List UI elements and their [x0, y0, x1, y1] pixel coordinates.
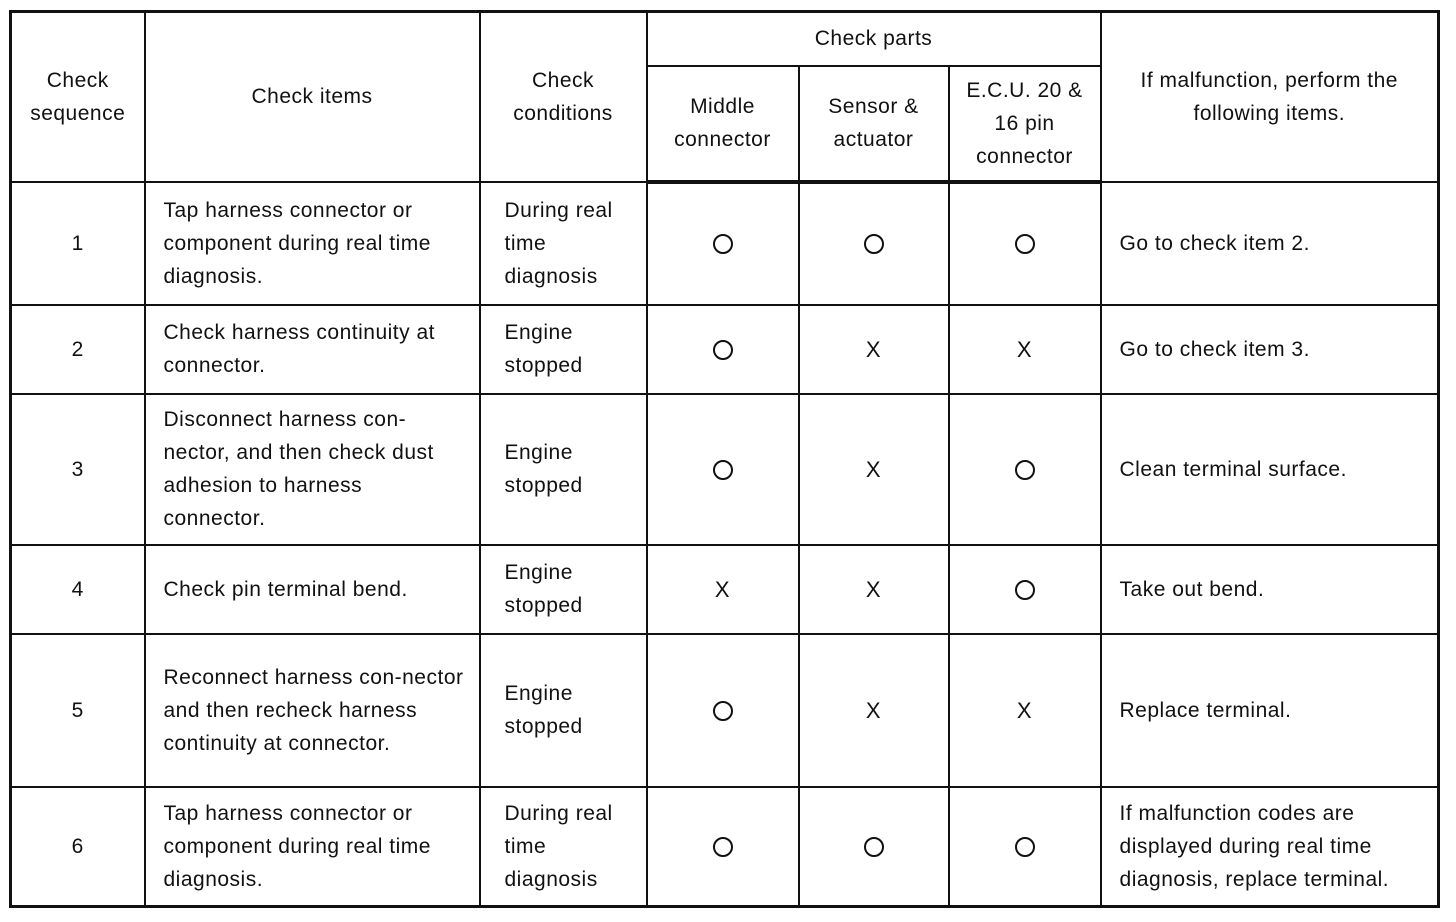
- x-mark: X: [865, 697, 882, 723]
- row-sensor-mark: [799, 787, 949, 907]
- x-mark: X: [1016, 697, 1033, 723]
- table-row: [11, 545, 1439, 634]
- circle-mark: [1015, 837, 1035, 857]
- circle-mark: [713, 340, 733, 360]
- circle-mark: [713, 234, 733, 254]
- row-check-item: Reconnect harness con-nector and then recheck harness continuity at connector.: [145, 634, 480, 787]
- row-ecu-mark: [949, 394, 1101, 545]
- row-sequence: 5: [11, 634, 145, 787]
- row-sequence: 6: [11, 787, 145, 907]
- row-sequence: 1: [11, 182, 145, 305]
- row-condition: Engine stopped: [480, 394, 647, 545]
- row-action: Go to check item 3.: [1101, 305, 1439, 394]
- circle-mark: [713, 460, 733, 480]
- row-sensor-mark: [799, 634, 949, 787]
- row-condition: Engine stopped: [480, 305, 647, 394]
- row-check-item: Tap harness connector or component during real time diagnosis.: [145, 182, 480, 305]
- row-condition: During real time diagnosis: [480, 182, 647, 305]
- row-ecu-mark: [949, 634, 1101, 787]
- x-mark: X: [1016, 336, 1033, 362]
- circle-mark: [1015, 234, 1035, 254]
- row-condition: During real time diagnosis: [480, 787, 647, 907]
- row-condition: Engine stopped: [480, 634, 647, 787]
- row-sensor-mark: [799, 182, 949, 305]
- row-sensor-mark: [799, 305, 949, 394]
- circle-mark: [864, 837, 884, 857]
- header-sensor-actuator: Sensor & actuator: [799, 66, 949, 182]
- row-sensor-mark: [799, 545, 949, 634]
- row-sensor-mark: [799, 394, 949, 545]
- row-middle-mark: [647, 634, 799, 787]
- row-action: Replace terminal.: [1101, 634, 1439, 787]
- circle-mark: [713, 837, 733, 857]
- check-table: [9, 10, 1440, 908]
- header-check-items: Check items: [145, 12, 480, 182]
- circle-mark: [1015, 580, 1035, 600]
- table-row: [11, 182, 1439, 305]
- circle-mark: [713, 701, 733, 721]
- row-sequence: 4: [11, 545, 145, 634]
- row-ecu-mark: [949, 545, 1101, 634]
- header-check-sequence: Check sequence: [11, 12, 145, 182]
- row-action: Clean terminal surface.: [1101, 394, 1439, 545]
- header-if-malfunction: If malfunction, perform the following items.: [1101, 12, 1439, 182]
- row-middle-mark: [647, 305, 799, 394]
- table-header: [11, 12, 1439, 182]
- circle-mark: [1015, 460, 1035, 480]
- row-sequence: 3: [11, 394, 145, 545]
- row-ecu-mark: [949, 787, 1101, 907]
- row-middle-mark: [647, 182, 799, 305]
- table-row: [11, 787, 1439, 907]
- row-check-item: Disconnect harness con-nector, and then check dust adhesion to harness connector.: [145, 394, 480, 545]
- table-body: [11, 182, 1439, 907]
- row-ecu-mark: [949, 182, 1101, 305]
- row-middle-mark: [647, 394, 799, 545]
- row-sequence: 2: [11, 305, 145, 394]
- row-check-item: Check pin terminal bend.: [145, 545, 480, 634]
- row-check-item: Tap harness connector or component during real time diagnosis.: [145, 787, 480, 907]
- x-mark: X: [865, 456, 882, 482]
- row-middle-mark: [647, 787, 799, 907]
- row-ecu-mark: [949, 305, 1101, 394]
- row-middle-mark: [647, 545, 799, 634]
- x-mark: X: [865, 336, 882, 362]
- header-ecu-connector: E.C.U. 20 & 16 pin connector: [949, 66, 1101, 182]
- header-middle-connector: Middle connector: [647, 66, 799, 182]
- header-check-parts: Check parts: [647, 12, 1101, 66]
- row-check-item: Check harness continuity at connector.: [145, 305, 480, 394]
- circle-mark: [864, 234, 884, 254]
- x-mark: X: [714, 576, 731, 602]
- x-mark: X: [865, 576, 882, 602]
- table-row: [11, 305, 1439, 394]
- row-condition: Engine stopped: [480, 545, 647, 634]
- header-check-conditions: Check conditions: [480, 12, 647, 182]
- row-action: Go to check item 2.: [1101, 182, 1439, 305]
- row-action: Take out bend.: [1101, 545, 1439, 634]
- table-row: [11, 394, 1439, 545]
- row-action: If malfunction codes are displayed during real time diagnosis, replace terminal.: [1101, 787, 1439, 907]
- table-row: [11, 634, 1439, 787]
